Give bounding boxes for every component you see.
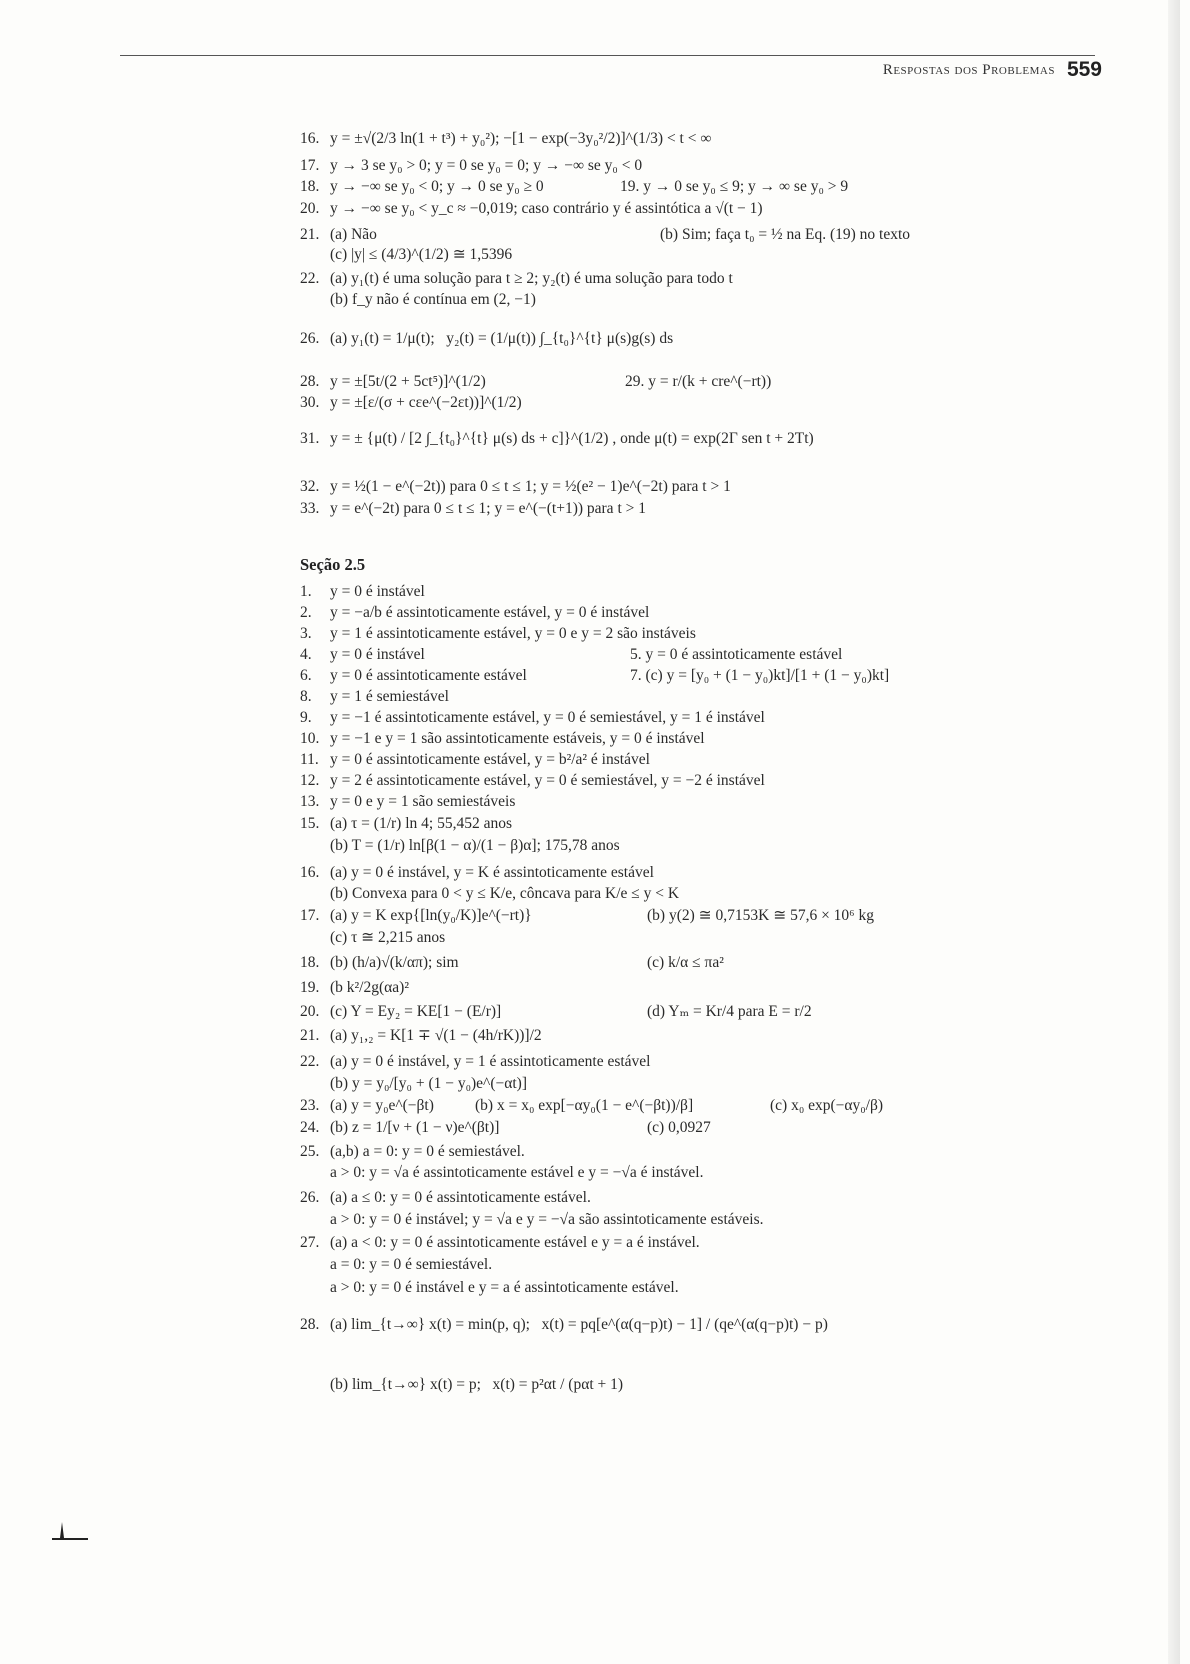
answer-26: 26. (a) y₁(t) = 1/μ(t); y₂(t) = (1/μ(t)) ∫_{t₀}^{t} μ(s)g(s) ds — [300, 330, 674, 347]
answer-17: 17. y → 3 se y₀ > 0; y = 0 se y₀ = 0; y → −∞ se y₀ < 0 — [300, 157, 643, 174]
answer-s2-10: 10. y = −1 e y = 1 são assintoticamente estáveis, y = 0 é instável — [300, 730, 705, 747]
answer-18: 18. y → −∞ se y₀ < 0; y → 0 se y₀ ≥ 0 — [300, 178, 544, 195]
answer-s2-11: 11. y = 0 é assintoticamente estável, y = b²/a² é instável — [300, 751, 650, 768]
answer-21c: (c) |y| ≤ (4/3)^(1/2) ≅ 1,5396 — [330, 246, 513, 263]
page-edge-shadow — [1168, 0, 1180, 1664]
answer-20: 20. y → −∞ se y₀ < y_c ≈ −0,019; caso contrário y é assintótica a √(t − 1) — [300, 200, 763, 217]
header-rule — [120, 55, 1095, 56]
answer-s2-8: 8. y = 1 é semiestável — [300, 688, 449, 705]
answer-s2-17b: (b) y(2) ≅ 0,7153K ≅ 57,6 × 10⁶ kg — [647, 907, 874, 924]
answer-s2-23b: (b) x = x₀ exp[−αy₀(1 − e^(−βt))/β] — [475, 1097, 694, 1114]
answer-s2-2: 2. y = −a/b é assintoticamente estável, y = 0 é instável — [300, 604, 650, 621]
answer-s2-21: 21. (a) y₁,₂ = K[1 ∓ √(1 − (4h/rK))]/2 — [300, 1027, 542, 1044]
answer-s2-25a: 25. (a,b) a = 0: y = 0 é semiestável. — [300, 1143, 525, 1160]
answer-s2-16b: (b) Convexa para 0 < y ≤ K/e, côncava para K/e ≤ y < K — [330, 885, 680, 902]
answer-29: 29. y = r/(k + cre^(−rt)) — [625, 373, 772, 390]
answer-s2-16a: 16. (a) y = 0 é instável, y = K é assintoticamente estável — [300, 864, 654, 881]
answer-s2-27a: 27. (a) a < 0: y = 0 é assintoticamente estável e y = a é instável. — [300, 1234, 700, 1251]
answer-s2-13: 13. y = 0 e y = 1 são semiestáveis — [300, 793, 516, 810]
answer-33: 33. y = e^(−2t) para 0 ≤ t ≤ 1; y = e^(−(t+1)) para t > 1 — [300, 500, 646, 517]
answer-22a: 22. (a) y₁(t) é uma solução para t ≥ 2; y₂(t) é uma solução para todo t — [300, 270, 733, 287]
answer-21a: 21. (a) Não — [300, 226, 377, 243]
answer-s2-1: 1. y = 0 é instável — [300, 583, 425, 600]
answer-30: 30. y = ±[ε/(σ + cεe^(−2εt))]^(1/2) — [300, 394, 522, 411]
answer-s2-15a: 15. (a) τ = (1/r) ln 4; 55,452 anos — [300, 815, 512, 832]
answer-s2-28a: 28. (a) lim_{t→∞} x(t) = min(p, q); x(t) = pq[e^(α(q−p)t) − 1] / (qe^(α(q−p)t) − p) — [300, 1316, 828, 1333]
answer-s2-19: 19. (b k²/2g(αa)² — [300, 979, 409, 996]
answer-s2-28b: (b) lim_{t→∞} x(t) = p; x(t) = p²αt / (pαt + 1) — [330, 1376, 624, 1393]
running-head: Respostas dos Problemas — [882, 62, 1055, 78]
answer-s2-12: 12. y = 2 é assintoticamente estável, y = 0 é semiestável, y = −2 é instável — [300, 772, 765, 789]
section-title: Seção 2.5 — [300, 555, 366, 574]
answer-s2-20d: (d) Yₘ = Kr/4 para E = r/2 — [647, 1003, 812, 1020]
answer-s2-15b: (b) T = (1/r) ln[β(1 − α)/(1 − β)α]; 175,78 anos — [330, 837, 620, 854]
answer-s2-22b: (b) y = y₀/[y₀ + (1 − y₀)e^(−αt)] — [330, 1075, 527, 1092]
answer-16: 16. y = ±√(2/3 ln(1 + t³) + y₀²); −[1 − exp(−3y₀²/2)]^(1/3) < t < ∞ — [300, 130, 712, 147]
answer-s2-24c: (c) 0,0927 — [647, 1119, 711, 1136]
answer-s2-17a: 17. (a) y = K exp{[ln(y₀/K)]e^(−rt)} — [300, 907, 532, 924]
corner-mark-icon — [50, 1520, 90, 1542]
answer-s2-3: 3. y = 1 é assintoticamente estável, y = 0 e y = 2 são instáveis — [300, 625, 696, 642]
answer-21b: (b) Sim; faça t₀ = ½ na Eq. (19) no texto — [660, 226, 911, 243]
answer-s2-22a: 22. (a) y = 0 é instável, y = 1 é assintoticamente estável — [300, 1053, 651, 1070]
answer-22b: (b) f_y não é contínua em (2, −1) — [330, 291, 536, 308]
answer-s2-27b: a = 0: y = 0 é semiestável. — [330, 1256, 493, 1273]
answer-s2-17c: (c) τ ≅ 2,215 anos — [330, 929, 446, 946]
answer-s2-6: 6. y = 0 é assintoticamente estável — [300, 667, 527, 684]
answer-s2-18c: (c) k/α ≤ πa² — [647, 954, 724, 971]
answer-s2-23c: (c) x₀ exp(−αy₀/β) — [770, 1097, 884, 1114]
answer-s2-7: 7. (c) y = [y₀ + (1 − y₀)kt]/[1 + (1 − y₀)kt] — [630, 667, 890, 684]
answer-s2-23a: 23. (a) y = y₀e^(−βt) — [300, 1097, 434, 1114]
page-number: 559 — [1066, 58, 1102, 81]
answer-s2-25b: a > 0: y = √a é assintoticamente estável e y = −√a é instável. — [330, 1164, 704, 1181]
answer-s2-4: 4. y = 0 é instável — [300, 646, 425, 663]
answer-s2-24: 24. (b) z = 1/[ν + (1 − ν)e^(βt)] — [300, 1119, 500, 1136]
answer-s2-5: 5. y = 0 é assintoticamente estável — [630, 646, 843, 663]
answer-s2-27c: a > 0: y = 0 é instável e y = a é assintoticamente estável. — [330, 1279, 679, 1296]
answer-28: 28. y = ±[5t/(2 + 5ct⁵)]^(1/2) — [300, 373, 486, 390]
answer-31: 31. y = ± {μ(t) / [2 ∫_{t₀}^{t} μ(s) ds + c]}^(1/2) , onde μ(t) = exp(2Γ sen t + 2Tt) — [300, 430, 814, 447]
answer-s2-26b: a > 0: y = 0 é instável; y = √a e y = −√a são assintoticamente estáveis. — [330, 1211, 764, 1228]
answer-19: 19. y → 0 se y₀ ≤ 9; y → ∞ se y₀ > 9 — [620, 178, 849, 195]
answer-s2-20: 20. (c) Y = Ey₂ = KE[1 − (E/r)] — [300, 1003, 502, 1020]
answer-s2-26a: 26. (a) a ≤ 0: y = 0 é assintoticamente estável. — [300, 1189, 591, 1206]
answer-s2-18: 18. (b) (h/a)√(k/απ); sim — [300, 954, 459, 971]
answer-32: 32. y = ½(1 − e^(−2t)) para 0 ≤ t ≤ 1; y = ½(e² − 1)e^(−2t) para t > 1 — [300, 478, 731, 495]
answer-s2-9: 9. y = −1 é assintoticamente estável, y = 0 é semiestável, y = 1 é instável — [300, 709, 765, 726]
